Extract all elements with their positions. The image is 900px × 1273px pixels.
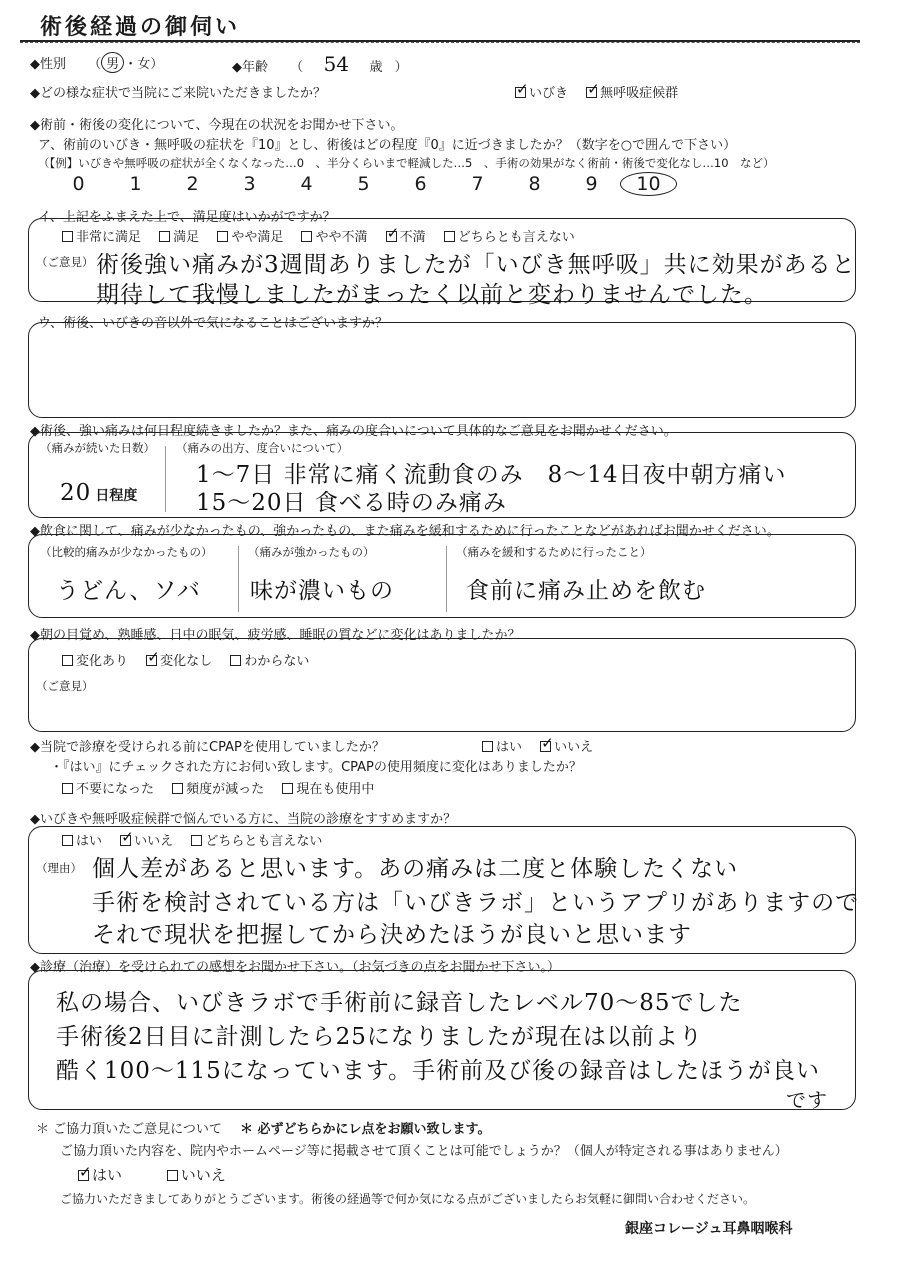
score-9[interactable]: 9 <box>585 173 598 195</box>
cpap-yes-checkbox[interactable] <box>482 741 493 752</box>
sleep-unchanged-checkbox[interactable] <box>146 655 157 666</box>
satisfied-label: 満足 <box>173 230 200 245</box>
score-1[interactable]: 1 <box>129 173 142 195</box>
change-example: （【例】いびきや無呼吸の症状が全くなくなった…0 、半分くらいまで軽減した…5 、手術の効果がなく術前・術後で変化なし…10 など） <box>38 156 775 170</box>
satisfaction-question: イ、上記をふまえた上で、満足度はいかがですか？ <box>38 210 336 225</box>
cpap-unneeded-label: 不要になった <box>76 782 155 797</box>
reason-line3: それで現状を把握してから決めたほうが良いと思います <box>92 922 692 948</box>
sleep-unchanged-label: 変化なし <box>160 654 213 669</box>
consent-no-checkbox[interactable] <box>167 1170 178 1181</box>
recommend-neutral-checkbox[interactable] <box>191 835 202 846</box>
gender-row: ◆性別 （ 男 ・女） <box>30 52 163 73</box>
sleep-changed-checkbox[interactable] <box>62 655 73 666</box>
symptom-options <box>515 82 678 101</box>
cpap-reduced-label: 頻度が減った <box>186 782 265 797</box>
sleep-options <box>62 650 309 669</box>
gender-label: ◆性別 <box>30 57 66 72</box>
pain-days-value[interactable]: 20 <box>60 480 92 506</box>
diet-divider-2 <box>446 546 447 612</box>
somewhat-satisfied-label: やや満足 <box>231 230 284 245</box>
opinion-label: （ご意見） <box>36 255 94 269</box>
cpap-still-using-label: 現在も使用中 <box>296 782 375 797</box>
gender-male[interactable]: 男 <box>101 52 124 73</box>
change-heading: ◆術前・術後の変化について、今現在の状況をお聞かせ下さい。 <box>30 118 404 133</box>
neutral-label: どちらとも言えない <box>457 230 575 245</box>
satisfaction-comment-line1: 術後強い痛みが3週間ありましたが「いびき無呼吸」共に効果があると <box>96 252 856 278</box>
very-satisfied-label: 非常に満足 <box>76 230 142 245</box>
consent-note <box>36 1118 491 1137</box>
change-instruction: ア、術前のいびき・無呼吸の症状を『10』とし、術後はどの程度『0』に近づきましたか？（数字を○で囲んで下さい） <box>38 138 737 153</box>
cpap-no-label: いいえ <box>554 740 594 755</box>
diet-question: ◆飲食に関して、痛みが少なかったもの、強かったもの、また痛みを緩和するために行ったことなどがあればお聞かせください。 <box>30 524 780 539</box>
cpap-reduced-checkbox[interactable] <box>172 783 183 794</box>
dissatisfied-checkbox[interactable] <box>386 231 397 242</box>
pain-question: ◆術後、強い痛みは何日程度続きましたか？また、痛みの度合いについて具体的なご意見をお聞かせください。 <box>30 424 677 439</box>
reason-line2: 手術を検討されている方は「いびきラボ」というアプリがありますので <box>92 890 860 916</box>
reason-label: （理由） <box>36 861 82 875</box>
sleep-opinion-label: （ご意見） <box>36 679 94 693</box>
cpap-unneeded-checkbox[interactable] <box>62 783 73 794</box>
other-question: ウ、術後、いびきの音以外で気になることはございますか？ <box>38 316 388 331</box>
apnea-checkbox[interactable] <box>586 87 597 98</box>
diet-col1-label: （比較的痛みが少なかったもの） <box>40 545 213 559</box>
cpap-options <box>482 736 593 755</box>
recommend-yes-label: はい <box>76 834 103 849</box>
score-3[interactable]: 3 <box>243 173 256 195</box>
cpap-sub-question: ・『はい』にチェックされた方にお伺い致します。CPAPの使用頻度に変化はありましたか？ <box>50 760 582 775</box>
satisfaction-comment-line2: 期待して我慢しましたがまったく以前と変わりませんでした。 <box>96 282 768 308</box>
pain-days-label: （痛みが続いた日数） <box>40 441 155 455</box>
diet-col3-answer: 食前に痛み止めを飲む <box>466 578 706 604</box>
score-10[interactable]: 10 <box>620 172 677 196</box>
score-8[interactable]: 8 <box>528 173 541 195</box>
diet-col1-answer: うどん、ソバ <box>56 578 201 604</box>
recommend-options <box>62 830 322 849</box>
sleep-changed-label: 変化あり <box>76 654 129 669</box>
recommend-question: ◆いびきや無呼吸症候群で悩んでいる方に、当院の診療をすすめますか？ <box>30 812 457 827</box>
impression-line4: です <box>786 1088 828 1112</box>
neutral-checkbox[interactable] <box>444 231 455 242</box>
consent-yes-label: はい <box>92 1166 123 1184</box>
consent-yes-checkbox[interactable] <box>78 1170 89 1181</box>
gender-female[interactable]: 女 <box>137 57 151 72</box>
consent-note-1: ＊ ご協力頂いたご意見について <box>36 1122 222 1137</box>
score-scale <box>50 172 677 196</box>
diet-col2-answer: 味が濃いもの <box>250 578 394 604</box>
pain-divider <box>165 446 166 512</box>
score-6[interactable]: 6 <box>414 173 427 195</box>
age-value[interactable]: 54 <box>323 52 350 76</box>
cpap-still-using-checkbox[interactable] <box>282 783 293 794</box>
reason-line1: 個人差があると思います。あの痛みは二度と体験したくない <box>92 856 739 882</box>
sleep-question: ◆朝の目覚め、熟睡感、日中の眠気、疲労感、睡眠の質などに変化はありましたか？ <box>30 628 521 643</box>
score-2[interactable]: 2 <box>186 173 199 195</box>
recommend-yes-checkbox[interactable] <box>62 835 73 846</box>
snoring-checkbox[interactable] <box>515 87 526 98</box>
gender-sep: ・ <box>124 57 138 72</box>
diet-col3-label: （痛みを緩和するために行ったこと） <box>456 545 652 559</box>
score-4[interactable]: 4 <box>300 173 313 195</box>
page-title: 術後経過の御伺い <box>40 15 241 40</box>
consent-question: ご協力頂いた内容を、院内やホームページ等に掲載させて頂くことは可能でしょうか？（個人が特定される事はありません） <box>60 1144 788 1159</box>
pain-detail-label: （痛みの出方、度合いについて） <box>176 441 349 455</box>
symptom-question: ◆どの様な症状で当院にご来院いただきましたか？ <box>30 86 326 101</box>
pain-days-unit: 日程度 <box>95 488 138 504</box>
recommend-no-checkbox[interactable] <box>120 835 131 846</box>
satisfaction-options <box>62 226 575 245</box>
somewhat-dissatisfied-label: やや不満 <box>315 230 368 245</box>
consent-note-2: ＊ 必ずどちらかにレ点をお願い致します。 <box>240 1122 491 1137</box>
consent-no-label: いいえ <box>180 1166 226 1184</box>
score-0[interactable]: 0 <box>72 173 85 195</box>
satisfied-checkbox[interactable] <box>159 231 170 242</box>
diet-divider-1 <box>238 546 239 612</box>
age-unit: 歳 <box>369 60 383 75</box>
impression-line2: 手術後2日目に計測したら25になりましたが現在は以前より <box>56 1024 703 1050</box>
very-satisfied-checkbox[interactable] <box>62 231 73 242</box>
somewhat-satisfied-checkbox[interactable] <box>217 231 228 242</box>
cpap-question: ◆当院で診療を受けられる前にCPAPを使用していましたか？ <box>30 740 385 755</box>
cpap-sub-options <box>62 778 374 797</box>
sleep-unknown-label: わからない <box>244 654 310 669</box>
snoring-label: いびき <box>529 86 569 101</box>
consent-options <box>78 1164 226 1185</box>
diet-col2-label: （痛みが強かったもの） <box>248 545 375 559</box>
age-label: ◆年齢 <box>232 60 268 75</box>
thanks-text: ご協力いただきましてありがとうございます。術後の経過等で何か気になる点がございましたらお気軽に御問い合わせください。 <box>60 1192 756 1206</box>
impression-line1: 私の場合、いびきラボで手術前に録音したレベル70〜85でした <box>56 990 743 1016</box>
impression-line3: 酷く100〜115になっています。手術前及び後の録音はしたほうが良い <box>56 1058 820 1084</box>
cpap-no-checkbox[interactable] <box>540 741 551 752</box>
score-7[interactable]: 7 <box>471 173 484 195</box>
pain-detail-line2: 15〜20日 食べる時のみ痛み <box>196 490 507 516</box>
clinic-name: 銀座コレージュ耳鼻咽喉科 <box>625 1221 793 1237</box>
pain-days <box>60 480 137 506</box>
pain-detail-line1: 1〜7日 非常に痛く流動食のみ 8〜14日夜中朝方痛い <box>196 462 787 488</box>
score-5[interactable]: 5 <box>357 173 370 195</box>
cpap-yes-label: はい <box>496 740 523 755</box>
dissatisfied-label: 不満 <box>399 230 426 245</box>
other-box[interactable] <box>28 322 856 418</box>
title-divider <box>20 40 860 43</box>
age-row: ◆年齢 （ 54 歳 ） <box>232 52 408 76</box>
apnea-label: 無呼吸症候群 <box>600 86 679 101</box>
impression-question: ◆診療（治療）を受けられての感想をお聞かせ下さい。（お気づきの点をお聞かせ下さい。） <box>30 960 560 975</box>
sleep-unknown-checkbox[interactable] <box>230 655 241 666</box>
somewhat-dissatisfied-checkbox[interactable] <box>301 231 312 242</box>
recommend-no-label: いいえ <box>134 834 174 849</box>
recommend-neutral-label: どちらとも言えない <box>205 834 323 849</box>
